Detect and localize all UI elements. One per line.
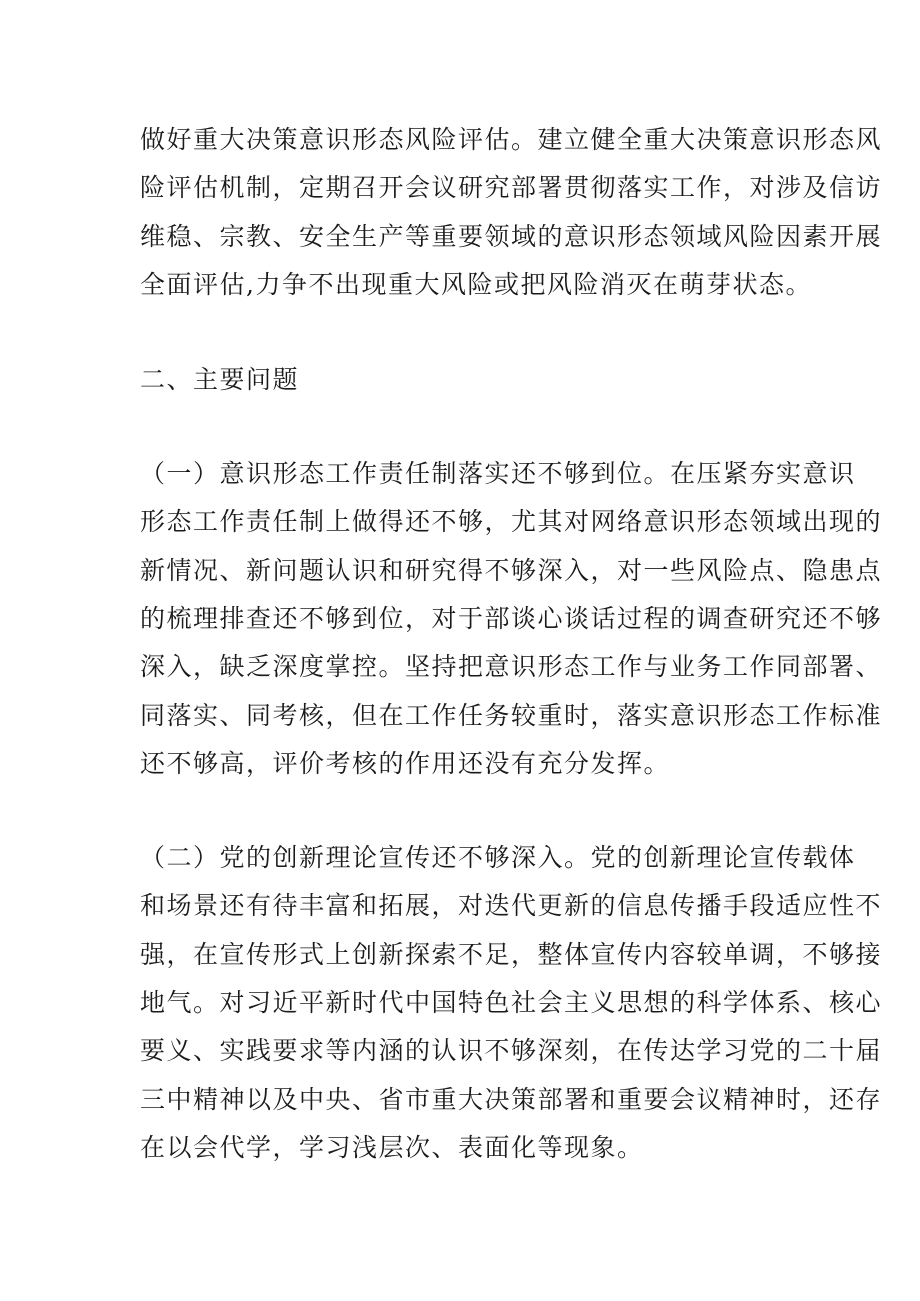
text-line: 地气。对习近平新时代中国特色社会主义思想的科学体系、核心 bbox=[140, 988, 883, 1017]
text-line: 强，在宣传形式上创新探索不足，整体宣传内容较单调，不够接 bbox=[140, 940, 883, 969]
text-line: 在以会代学，学习浅层次、表面化等现象。 bbox=[140, 1133, 644, 1162]
text-line: 形态工作责任制上做得还不够，尤其对网络意识形态领域出现的 bbox=[140, 507, 883, 536]
text-line: （一）意识形态工作责任制落实还不够到位。在压紧夯实意识 bbox=[140, 459, 856, 488]
text-line: 同落实、同考核，但在工作任务较重时，落实意识形态工作标准 bbox=[140, 701, 883, 730]
text-line: 新情况、新问题认识和研究得不够深入，对一些风险点、隐患点 bbox=[140, 556, 883, 585]
text-line: 深入，缺乏深度掌控。坚持把意识形态工作与业务工作同部署、 bbox=[140, 652, 883, 681]
text-line: （二）党的创新理论宣传还不够深入。党的创新理论宣传载体 bbox=[140, 843, 856, 872]
section-heading: 二、主要问题 bbox=[140, 365, 300, 394]
text-line: 三中精神以及中央、省市重大决策部署和重要会议精神时，还存 bbox=[140, 1085, 883, 1114]
text-line: 还不够高，评价考核的作用还没有充分发挥。 bbox=[140, 749, 671, 778]
text-line: 险评估机制，定期召开会议研究部署贯彻落实工作，对涉及信访 bbox=[140, 173, 883, 202]
text-line: 做好重大决策意识形态风险评估。建立健全重大决策意识形态风 bbox=[140, 125, 883, 154]
text-line: 全面评估,力争不出现重大风险或把风险消灭在萌芽状态。 bbox=[140, 270, 812, 299]
text-line: 维稳、宗教、安全生产等重要领域的意识形态领域风险因素开展 bbox=[140, 222, 883, 251]
text-line: 要义、实践要求等内涵的认识不够深刻，在传达学习党的二十届 bbox=[140, 1036, 883, 1065]
text-line: 和场景还有待丰富和拓展，对迭代更新的信息传播手段适应性不 bbox=[140, 891, 883, 920]
text-line: 的梳理排查还不够到位，对于部谈心谈话过程的调查研究还不够 bbox=[140, 604, 883, 633]
